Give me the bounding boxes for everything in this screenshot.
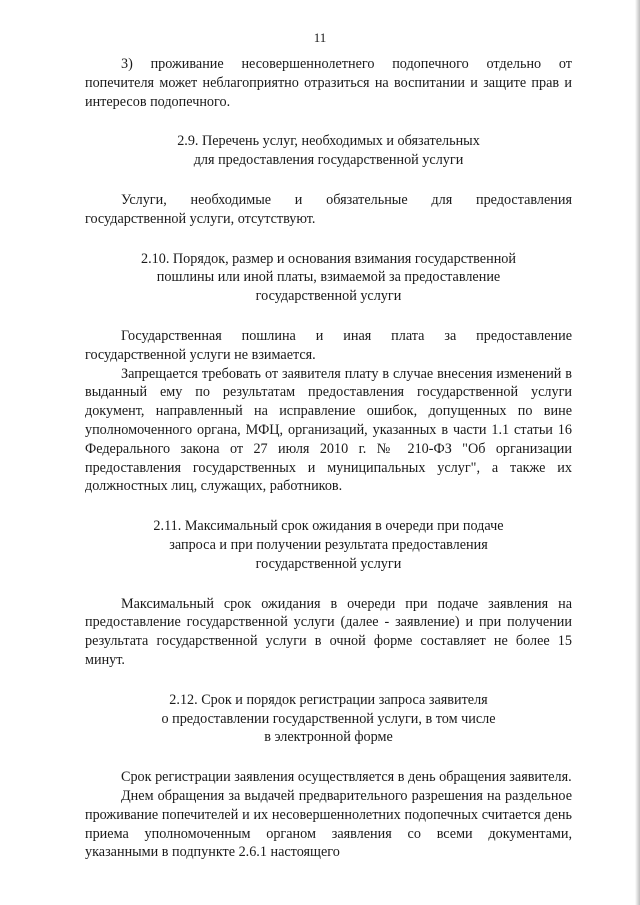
page-edge (635, 0, 640, 905)
paragraph: Максимальный срок ожидания в очереди при подаче заявления на предоставление государственной услуги (далее - заявление) и при получении результата государственной услуги в очной форме составляет не более 15 минут. (85, 595, 572, 668)
paragraph: Срок регистрации заявления осуществляется в день обращения заявителя. (121, 769, 572, 786)
heading-line: 2.11. Максимальный срок ожидания в очереди при подаче (153, 518, 504, 535)
heading-line: 2.9. Перечень услуг, необходимых и обязательных (177, 133, 480, 150)
heading-line: 2.12. Срок и порядок регистрации запроса заявителя (169, 691, 488, 708)
heading-line: государственной услуги (255, 555, 402, 572)
heading-line: государственной услуги (255, 288, 402, 305)
heading-line: для предоставления государственной услуги (193, 152, 464, 169)
section-heading-2-9 (85, 132, 572, 170)
section-heading-2-10 (85, 250, 572, 306)
heading-line: запроса и при получении результата предоставления (169, 536, 488, 553)
document-body (85, 55, 572, 862)
paragraph: Услуги, необходимые и обязательные для предоставления государственной услуги, отсутствуют. (85, 191, 572, 227)
section-heading-2-11 (85, 517, 572, 573)
heading-line: 2.10. Порядок, размер и основания взимания государственной (141, 250, 516, 267)
heading-line: в электронной форме (264, 729, 393, 746)
paragraph: 3) проживание несовершеннолетнего подопечного отдельно от попечителя может неблагоприятно отразиться на воспитании и защите прав и интересов подопечного. (85, 56, 572, 110)
heading-line: о предоставлении государственной услуги, в том числе (161, 710, 496, 727)
page-number: 11 (313, 30, 327, 45)
paragraph: Запрещается требовать от заявителя плату в случае внесения изменений в выданный ему по результатам предоставления государственной услуги документ, направленный на исправление ошибок, допущенных по вине уполномоченного органа, МФЦ, организаций, указанных в части 1.1 статьи 16 Федерального закона от 27 июля 2010 г. № 210-ФЗ "Об организации предоставления государственных и муниципальных услуг", а также их должностных лиц, служащих, работников. (85, 365, 572, 495)
heading-line: пошлины или иной платы, взимаемой за предоставление (156, 269, 501, 286)
paragraph: Государственная пошлина и иная плата за предоставление государственной услуги не взимается. (85, 327, 572, 363)
paragraph: Днем обращения за выдачей предварительного разрешения на раздельное проживание попечителей и их несовершеннолетних подопечных считается день приема уполномоченным органом заявления со всеми документами, указанными в подпункте 2.6.1 настоящего (85, 787, 572, 861)
section-heading-2-12 (85, 691, 572, 747)
